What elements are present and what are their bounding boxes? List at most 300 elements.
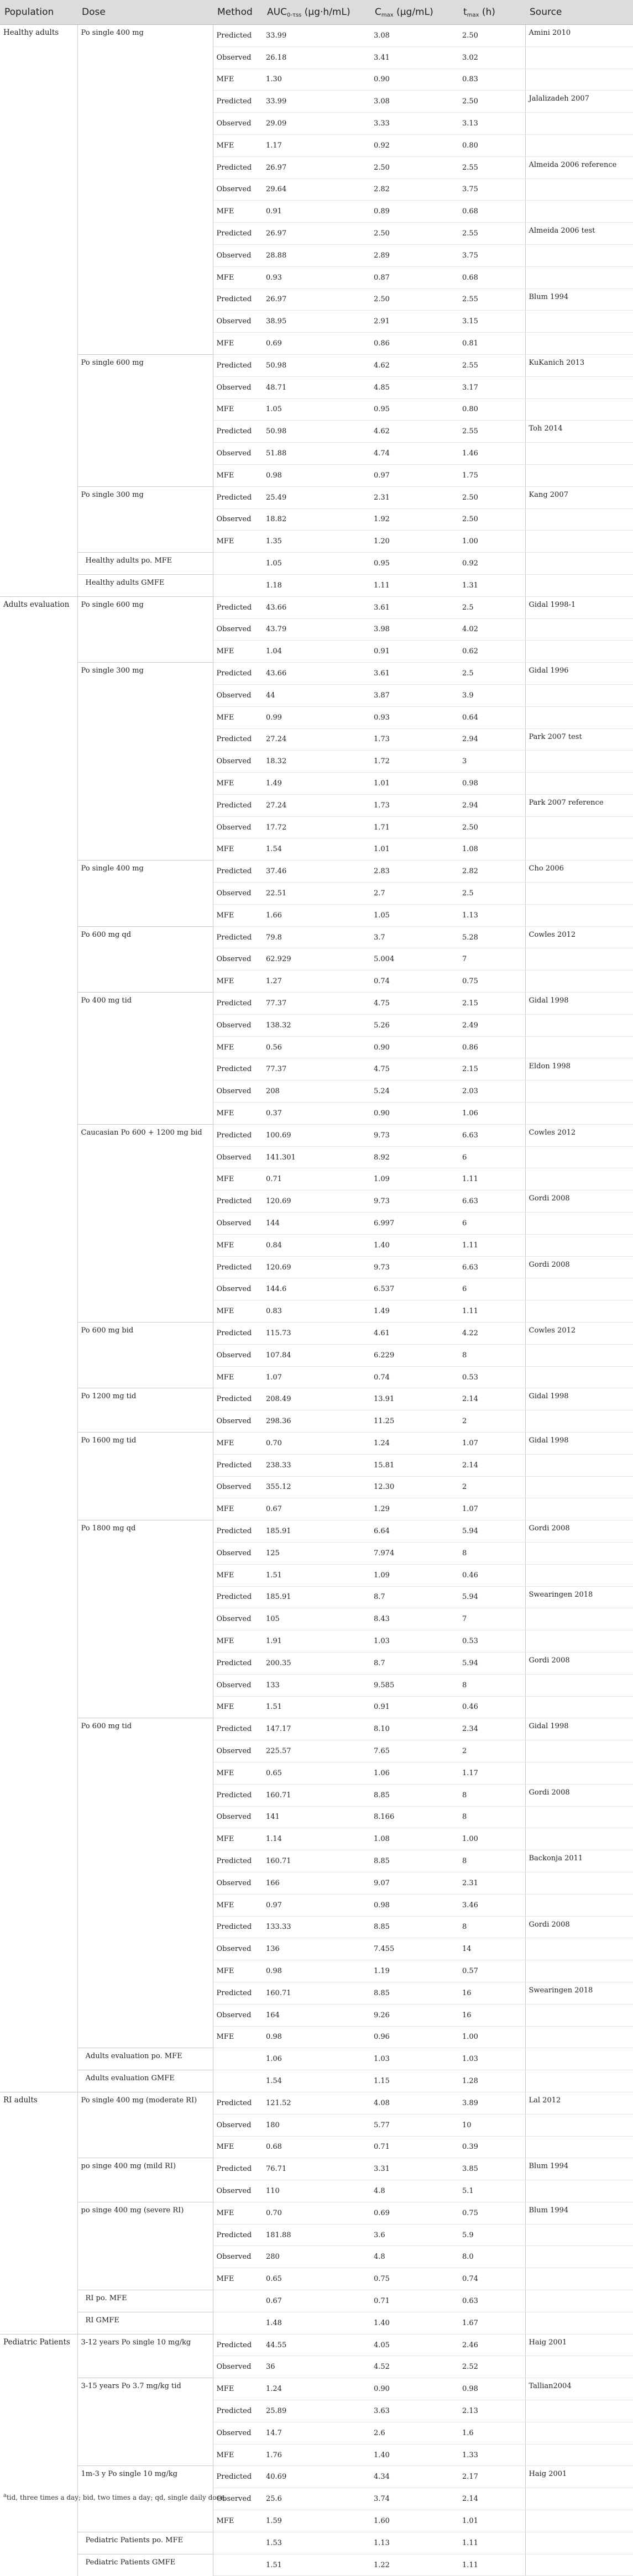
table-row <box>0 1828 633 1850</box>
auc-cell: 200.35 <box>263 1652 370 1674</box>
tmax-cell: 2.82 <box>459 861 525 883</box>
population-cell <box>0 861 77 883</box>
cmax-cell: 0.87 <box>370 266 459 288</box>
cmax-cell: 1.09 <box>370 1564 459 1586</box>
method-cell <box>213 2290 263 2312</box>
auc-cell: 77.37 <box>263 993 370 1015</box>
auc-cell: 1.35 <box>263 531 370 553</box>
source-cell <box>525 773 633 795</box>
header-population: Population <box>0 0 77 25</box>
auc-cell: 77.37 <box>263 1058 370 1080</box>
tmax-cell: 2.5 <box>459 596 525 618</box>
tmax-cell: 2.55 <box>459 223 525 245</box>
cmax-cell: 4.75 <box>370 1058 459 1080</box>
auc-cell: 120.69 <box>263 1190 370 1213</box>
dose-cell <box>77 244 213 266</box>
method-cell: MFE <box>213 531 263 553</box>
source-cell: Gidal 1996 <box>525 663 633 685</box>
source-cell <box>525 1740 633 1762</box>
method-cell: MFE <box>213 1366 263 1388</box>
tmax-cell: 2.50 <box>459 91 525 113</box>
auc-cell: 1.53 <box>263 2532 370 2554</box>
auc-cell: 1.17 <box>263 134 370 156</box>
population-cell <box>0 2444 77 2466</box>
cmax-cell: 5.004 <box>370 948 459 970</box>
population-cell <box>0 134 77 156</box>
method-cell: MFE <box>213 333 263 355</box>
source-cell: Blum 1994 <box>525 288 633 311</box>
source-cell <box>525 970 633 993</box>
cmax-cell: 3.33 <box>370 113 459 135</box>
tmax-cell: 3.02 <box>459 46 525 69</box>
dose-cell: 3-12 years Po single 10 mg/kg <box>77 2334 213 2356</box>
cmax-cell: 4.62 <box>370 421 459 443</box>
population-cell <box>0 1278 77 1300</box>
population-cell <box>0 2400 77 2422</box>
cmax-cell: 0.74 <box>370 1366 459 1388</box>
population-cell: RI adults <box>0 2092 77 2114</box>
cmax-cell: 9.73 <box>370 1124 459 1146</box>
source-cell <box>525 553 633 575</box>
cmax-cell: 2.89 <box>370 244 459 266</box>
cmax-cell: 4.34 <box>370 2466 459 2488</box>
source-cell: Blum 1994 <box>525 2158 633 2180</box>
source-cell: Kang 2007 <box>525 486 633 508</box>
population-cell <box>0 1146 77 1168</box>
auc-cell: 1.76 <box>263 2444 370 2466</box>
tmax-cell: 1.46 <box>459 443 525 465</box>
method-cell: Predicted <box>213 354 263 376</box>
tmax-cell: 8 <box>459 1674 525 1696</box>
cmax-cell: 1.92 <box>370 508 459 531</box>
tmax-cell: 6 <box>459 1278 525 1300</box>
cmax-cell: 7.455 <box>370 1938 459 1960</box>
table-row <box>0 2422 633 2444</box>
cmax-cell: 3.41 <box>370 46 459 69</box>
cmax-cell: 1.19 <box>370 1960 459 1982</box>
method-cell: Predicted <box>213 1916 263 1938</box>
auc-cell: 0.69 <box>263 333 370 355</box>
source-cell <box>525 1806 633 1828</box>
method-cell: Observed <box>213 376 263 398</box>
cmax-cell: 1.73 <box>370 794 459 816</box>
dose-cell <box>77 618 213 641</box>
dose-cell <box>77 134 213 156</box>
population-cell <box>0 464 77 486</box>
cmax-cell: 3.31 <box>370 2158 459 2180</box>
population-cell <box>0 1784 77 1806</box>
source-cell <box>525 618 633 641</box>
cmax-cell: 0.98 <box>370 1894 459 1916</box>
source-cell <box>525 311 633 333</box>
method-cell: MFE <box>213 1168 263 1190</box>
table-row <box>0 1916 633 1938</box>
tmax-cell: 2.03 <box>459 1080 525 1103</box>
tmax-cell: 2.15 <box>459 1058 525 1080</box>
dose-cell <box>77 1410 213 1433</box>
population-cell <box>0 751 77 773</box>
dose-cell <box>77 464 213 486</box>
auc-cell: 0.70 <box>263 1433 370 1455</box>
table-row <box>0 1608 633 1630</box>
table-row <box>0 1124 633 1146</box>
method-cell: Observed <box>213 2004 263 2026</box>
population-cell <box>0 574 77 596</box>
method-cell: Predicted <box>213 2466 263 2488</box>
dose-cell <box>77 1058 213 1080</box>
population-cell <box>0 2356 77 2378</box>
dose-cell <box>77 113 213 135</box>
table-row <box>0 926 633 948</box>
dose-cell <box>77 1344 213 1366</box>
source-cell <box>525 2026 633 2048</box>
tmax-cell: 0.62 <box>459 641 525 663</box>
population-cell <box>0 1234 77 1256</box>
table-row <box>0 2070 633 2092</box>
table-row <box>0 1498 633 1520</box>
source-cell <box>525 113 633 135</box>
method-cell: Predicted <box>213 288 263 311</box>
method-cell: Predicted <box>213 1388 263 1410</box>
dose-cell <box>77 1256 213 1278</box>
table-row <box>0 2444 633 2466</box>
method-cell: Predicted <box>213 861 263 883</box>
dose-cell: RI GMFE <box>77 2312 213 2334</box>
cmax-cell: 8.85 <box>370 1916 459 1938</box>
dose-cell: Po single 600 mg <box>77 596 213 618</box>
source-cell <box>525 1630 633 1652</box>
tmax-cell: 6.63 <box>459 1256 525 1278</box>
population-cell <box>0 1982 77 2004</box>
source-cell <box>525 1696 633 1718</box>
population-cell <box>0 1652 77 1674</box>
dose-cell <box>77 1652 213 1674</box>
source-cell: Backonja 2011 <box>525 1850 633 1872</box>
cmax-cell: 1.15 <box>370 2070 459 2092</box>
auc-cell: 29.64 <box>263 179 370 201</box>
cmax-cell: 2.83 <box>370 861 459 883</box>
population-cell <box>0 2048 77 2070</box>
tmax-cell: 6.63 <box>459 1124 525 1146</box>
source-cell <box>525 179 633 201</box>
table-row <box>0 1784 633 1806</box>
table-row <box>0 1213 633 1235</box>
source-cell <box>525 1564 633 1586</box>
dose-cell <box>77 728 213 751</box>
method-cell: MFE <box>213 838 263 861</box>
method-cell: MFE <box>213 1234 263 1256</box>
cmax-cell: 0.97 <box>370 464 459 486</box>
source-cell: Gordi 2008 <box>525 1256 633 1278</box>
table-row <box>0 2048 633 2070</box>
source-cell <box>525 2180 633 2202</box>
dose-cell <box>77 751 213 773</box>
method-cell: MFE <box>213 970 263 993</box>
table-row <box>0 311 633 333</box>
method-cell: Observed <box>213 113 263 135</box>
population-cell <box>0 1168 77 1190</box>
dose-cell <box>77 1014 213 1036</box>
method-cell: MFE <box>213 2202 263 2224</box>
auc-cell: 1.06 <box>263 2048 370 2070</box>
cmax-cell: 4.62 <box>370 354 459 376</box>
population-cell <box>0 948 77 970</box>
method-cell: MFE <box>213 904 263 926</box>
source-cell: Gidal 1998-1 <box>525 596 633 618</box>
cmax-cell: 0.95 <box>370 398 459 421</box>
dose-cell <box>77 2026 213 2048</box>
population-cell <box>0 1213 77 1235</box>
population-cell <box>0 1586 77 1608</box>
cmax-cell: 0.71 <box>370 2136 459 2158</box>
cmax-cell: 2.7 <box>370 883 459 905</box>
population-cell <box>0 773 77 795</box>
dose-cell <box>77 421 213 443</box>
population-cell <box>0 993 77 1015</box>
method-cell: MFE <box>213 1498 263 1520</box>
method-cell: Predicted <box>213 1520 263 1543</box>
method-cell: Observed <box>213 1806 263 1828</box>
method-cell: Predicted <box>213 1058 263 1080</box>
source-cell <box>525 2510 633 2532</box>
source-cell <box>525 816 633 838</box>
dose-cell: Po 1200 mg tid <box>77 1388 213 1410</box>
dose-cell <box>77 376 213 398</box>
tmax-cell: 2.49 <box>459 1014 525 1036</box>
method-cell: Predicted <box>213 2092 263 2114</box>
tmax-cell: 2.55 <box>459 288 525 311</box>
cmax-cell: 0.95 <box>370 553 459 575</box>
dose-cell <box>77 1894 213 1916</box>
auc-cell: 141.301 <box>263 1146 370 1168</box>
population-cell <box>0 1938 77 1960</box>
auc-cell: 1.07 <box>263 1366 370 1388</box>
auc-cell: 18.82 <box>263 508 370 531</box>
cmax-cell: 8.85 <box>370 1784 459 1806</box>
tmax-cell: 0.74 <box>459 2268 525 2290</box>
source-cell <box>525 69 633 91</box>
source-cell <box>525 508 633 531</box>
dose-cell: Po single 400 mg (moderate RI) <box>77 2092 213 2114</box>
population-cell <box>0 376 77 398</box>
auc-cell: 298.36 <box>263 1410 370 1433</box>
source-cell <box>525 1234 633 1256</box>
auc-cell: 1.54 <box>263 838 370 861</box>
population-cell <box>0 2070 77 2092</box>
cmax-cell: 12.30 <box>370 1476 459 1498</box>
population-cell <box>0 1718 77 1740</box>
method-cell: MFE <box>213 1696 263 1718</box>
table-row <box>0 1410 633 1433</box>
tmax-cell: 2 <box>459 1410 525 1433</box>
method-cell: Predicted <box>213 1323 263 1345</box>
cmax-cell: 13.91 <box>370 1388 459 1410</box>
population-cell <box>0 838 77 861</box>
tmax-cell: 2.50 <box>459 508 525 531</box>
table-row <box>0 1652 633 1674</box>
population-cell <box>0 223 77 245</box>
table-row <box>0 421 633 443</box>
source-cell <box>525 2444 633 2466</box>
population-cell <box>0 1454 77 1476</box>
table-row <box>0 1300 633 1323</box>
method-cell: Predicted <box>213 2158 263 2180</box>
source-cell: Jalalizadeh 2007 <box>525 91 633 113</box>
table-row <box>0 1103 633 1125</box>
cmax-cell: 5.24 <box>370 1080 459 1103</box>
dose-cell <box>77 223 213 245</box>
auc-cell: 51.88 <box>263 443 370 465</box>
tmax-cell: 1.11 <box>459 1234 525 1256</box>
dose-cell <box>77 948 213 970</box>
table-row <box>0 794 633 816</box>
table-row <box>0 2290 633 2312</box>
auc-cell: 160.71 <box>263 1850 370 1872</box>
cmax-cell: 9.585 <box>370 1674 459 1696</box>
auc-cell: 0.97 <box>263 1894 370 1916</box>
dose-cell <box>77 2444 213 2466</box>
tmax-cell: 1.6 <box>459 2422 525 2444</box>
tmax-cell: 2.94 <box>459 794 525 816</box>
source-cell <box>525 1828 633 1850</box>
table-row <box>0 1080 633 1103</box>
source-cell <box>525 376 633 398</box>
method-cell: MFE <box>213 1828 263 1850</box>
population-cell <box>0 1520 77 1543</box>
method-cell: Predicted <box>213 1784 263 1806</box>
method-cell: Observed <box>213 2422 263 2444</box>
population-cell <box>0 1498 77 1520</box>
source-cell <box>525 1080 633 1103</box>
table-row <box>0 1344 633 1366</box>
table-row <box>0 1454 633 1476</box>
auc-cell: 1.04 <box>263 641 370 663</box>
source-cell <box>525 464 633 486</box>
tmax-cell: 1.67 <box>459 2312 525 2334</box>
tmax-cell: 3.15 <box>459 311 525 333</box>
tmax-cell: 0.80 <box>459 134 525 156</box>
source-cell <box>525 1872 633 1894</box>
auc-cell: 185.91 <box>263 1586 370 1608</box>
table-row <box>0 1323 633 1345</box>
tmax-cell: 1.11 <box>459 1300 525 1323</box>
dose-cell: 3-15 years Po 3.7 mg/kg tid <box>77 2378 213 2400</box>
cmax-cell: 1.40 <box>370 2312 459 2334</box>
table-row <box>0 376 633 398</box>
table-row <box>0 883 633 905</box>
header-row <box>0 0 633 25</box>
cmax-cell: 4.08 <box>370 2092 459 2114</box>
source-cell <box>525 2422 633 2444</box>
source-cell <box>525 1498 633 1520</box>
table-row <box>0 1740 633 1762</box>
auc-cell: 1.30 <box>263 69 370 91</box>
tmax-cell: 2.55 <box>459 156 525 179</box>
auc-cell: 26.97 <box>263 223 370 245</box>
method-cell: MFE <box>213 2510 263 2532</box>
dose-cell <box>77 398 213 421</box>
method-cell: Observed <box>213 508 263 531</box>
table-row <box>0 816 633 838</box>
table-row <box>0 2356 633 2378</box>
dose-cell <box>77 816 213 838</box>
population-cell <box>0 1630 77 1652</box>
header-source: Source <box>525 0 633 25</box>
population-cell <box>0 2246 77 2268</box>
source-cell <box>525 1674 633 1696</box>
table-row <box>0 2334 633 2356</box>
dose-cell <box>77 2422 213 2444</box>
method-cell: Observed <box>213 2180 263 2202</box>
method-cell: MFE <box>213 1036 263 1058</box>
method-cell: MFE <box>213 464 263 486</box>
tmax-cell: 8 <box>459 1344 525 1366</box>
table-row <box>0 1520 633 1543</box>
dose-cell: RI po. MFE <box>77 2290 213 2312</box>
auc-cell: 164 <box>263 2004 370 2026</box>
tmax-cell: 8 <box>459 1542 525 1564</box>
source-cell <box>525 904 633 926</box>
cmax-cell: 1.22 <box>370 2554 459 2576</box>
population-cell <box>0 883 77 905</box>
source-cell <box>525 2554 633 2576</box>
cmax-cell: 1.13 <box>370 2532 459 2554</box>
cmax-cell: 3.7 <box>370 926 459 948</box>
method-cell: MFE <box>213 201 263 223</box>
population-cell <box>0 794 77 816</box>
table-row <box>0 134 633 156</box>
population-cell <box>0 706 77 728</box>
cmax-cell: 0.90 <box>370 69 459 91</box>
dose-cell: Po single 300 mg <box>77 486 213 508</box>
auc-cell: 76.71 <box>263 2158 370 2180</box>
dose-cell <box>77 69 213 91</box>
dose-cell <box>77 531 213 553</box>
source-cell: Gordi 2008 <box>525 1916 633 1938</box>
method-cell: Predicted <box>213 156 263 179</box>
dose-cell <box>77 1278 213 1300</box>
method-cell: Observed <box>213 311 263 333</box>
source-cell: KuKanich 2013 <box>525 354 633 376</box>
cmax-cell: 2.50 <box>370 288 459 311</box>
table-row <box>0 2224 633 2246</box>
table-row <box>0 1146 633 1168</box>
table-row <box>0 728 633 751</box>
auc-cell: 1.05 <box>263 398 370 421</box>
tmax-cell: 0.68 <box>459 201 525 223</box>
method-cell: Predicted <box>213 794 263 816</box>
source-cell <box>525 1146 633 1168</box>
tmax-cell: 3.46 <box>459 1894 525 1916</box>
population-cell <box>0 1806 77 1828</box>
tmax-cell: 8 <box>459 1806 525 1828</box>
table-row <box>0 1433 633 1455</box>
auc-cell: 1.14 <box>263 1828 370 1850</box>
tmax-cell: 2.34 <box>459 1718 525 1740</box>
auc-cell: 62.929 <box>263 948 370 970</box>
tmax-cell: 3.75 <box>459 179 525 201</box>
source-cell <box>525 2532 633 2554</box>
population-cell <box>0 531 77 553</box>
auc-cell: 1.59 <box>263 2510 370 2532</box>
auc-cell: 121.52 <box>263 2092 370 2114</box>
method-cell: Observed <box>213 443 263 465</box>
table-row <box>0 1806 633 1828</box>
cmax-cell: 1.49 <box>370 1300 459 1323</box>
auc-cell: 1.51 <box>263 2554 370 2576</box>
auc-cell: 1.91 <box>263 1630 370 1652</box>
population-cell <box>0 1542 77 1564</box>
